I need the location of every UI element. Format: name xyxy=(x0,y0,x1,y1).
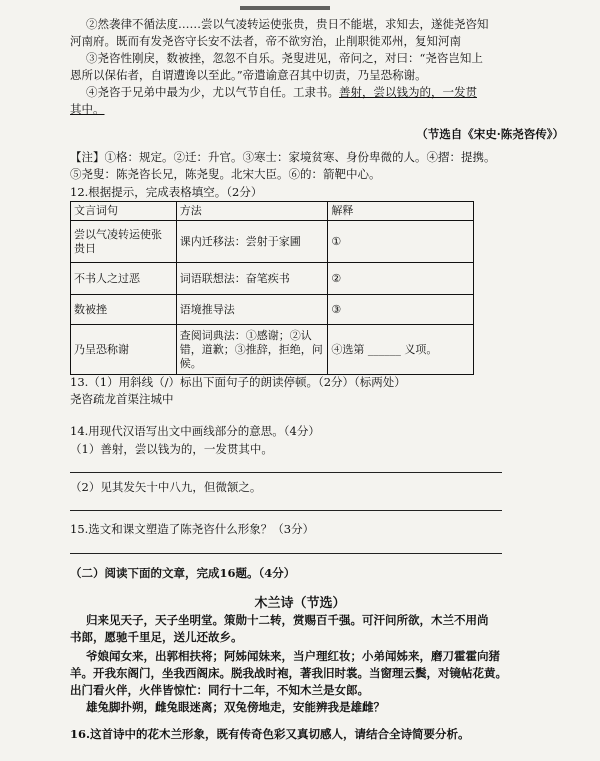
passage-p4-underlined-2: 其中。 xyxy=(70,102,105,116)
passage-p4-text: ④尧咨于兄弟中最为少，尤以气节自任。工隶书。 xyxy=(86,85,339,99)
q14-answer-line2[interactable] xyxy=(70,510,502,511)
passage-p3-line2: 恩所以保佑者，自谓遭谗以至此。”帝遣谕意召其中切责，乃呈恐称谢。 xyxy=(70,68,427,82)
poem-line: 雄兔脚扑朔，雌兔眼迷离；双兔傍地走，安能辨我是雄雌？ xyxy=(86,700,385,714)
q14-answer-line1[interactable] xyxy=(70,472,502,473)
q14-item1: （1）善射，尝以钱为的，一发贯其中。 xyxy=(70,442,273,456)
poem-title: 木兰诗（节选） xyxy=(254,596,346,611)
annotation-line2: ⑤尧叟：陈尧咨长兄，陈尧叟。北宋大臣。⑥的：箭靶中心。 xyxy=(70,167,381,181)
passage-p2-line2: 河南府。既而有发尧咨守长安不法者，帝不欲穷治，止削职徙邓州，复知河南 xyxy=(70,34,461,48)
annotation-line1: 【注】①格：规定。②迁：升官。③寒士：家境贫寒、身份卑微的人。④摺：提携。 xyxy=(70,150,496,164)
table-cell: 词语联想法：奋笔疾书 xyxy=(176,263,328,295)
passage-p3-line1: ③尧咨性刚戾，数被挫，忽忽不自乐。尧叟进见，帝问之，对曰：“尧咨岂知上 xyxy=(86,51,483,65)
passage-p2-line1: ②然袭律不循法度……尝以气凌转运使张贵，贵日不能堪，求知去，遂徙尧咨知 xyxy=(86,17,489,31)
passage-p4-line1 xyxy=(86,85,477,99)
q14-item2: （2）见其发矢十中八九，但微颔之。 xyxy=(70,480,262,494)
passage-source: （节选自《宋史·陈尧咨传》） xyxy=(416,127,564,141)
table-header: 文言词句 xyxy=(71,202,177,221)
table-cell: 课内迁移法：尝射于家圃 xyxy=(176,221,328,263)
poem-line: 羊。开我东阁门，坐我西阁床。脱我战时袍，著我旧时裳。当窗理云鬓，对镜帖花黄。 xyxy=(70,666,507,680)
table-cell: 查阅词典法：①感谢；②认错，道歉；③推辞，拒绝，问候。 xyxy=(176,325,328,375)
table-row xyxy=(71,221,474,263)
table-answer-cell[interactable]: ① xyxy=(328,221,474,263)
poem-line: 归来见天子，天子坐明堂。策勋十二转，赏赐百千强。可汗问所欲，木兰不用尚 xyxy=(86,613,489,627)
q12-stem: 12.根据提示，完成表格填空。（2分） xyxy=(70,185,263,199)
table-row xyxy=(71,325,474,375)
q15-answer-line[interactable] xyxy=(70,553,502,554)
table-header: 方法 xyxy=(176,202,328,221)
table-answer-cell[interactable]: ③ xyxy=(328,295,474,325)
table-cell: 数被挫 xyxy=(71,295,177,325)
table-row xyxy=(71,263,474,295)
poem-line: 爷娘闻女来，出郭相扶将；阿姊闻妹来，当户理红妆；小弟闻姊来，磨刀霍霍向猪 xyxy=(86,649,500,663)
q14-stem: 14.用现代汉语写出文中画线部分的意思。（4分） xyxy=(70,424,320,438)
table-row xyxy=(71,295,474,325)
table-cell: 语境推导法 xyxy=(176,295,328,325)
table-header-row xyxy=(71,202,474,221)
table-answer-cell[interactable]: ④选第 ______ 义项。 xyxy=(328,325,474,375)
q12-table xyxy=(70,201,474,375)
table-answer-cell[interactable]: ② xyxy=(328,263,474,295)
q16-stem: 16.这首诗中的花木兰形象，既有传奇色彩又真切感人，请结合全诗简要分析。 xyxy=(70,727,470,741)
section2-heading: （二）阅读下面的文章，完成16题。（4分） xyxy=(70,566,296,580)
table-header: 解释 xyxy=(328,202,474,221)
poem-line: 出门看火伴，火伴皆惊忙：同行十二年，不知木兰是女郎。 xyxy=(70,683,369,697)
table-cell: 尝以气凌转运使张贵日 xyxy=(71,221,177,263)
table-cell: 乃呈恐称谢 xyxy=(71,325,177,375)
scan-smudge xyxy=(240,6,330,10)
table-cell: 不书人之过恶 xyxy=(71,263,177,295)
q15-stem: 15.选文和课文塑造了陈尧咨什么形象？（3分） xyxy=(70,522,315,536)
q13-stem: 13.（1）用斜线（/）标出下面句子的朗读停顿。（2分）（标两处） xyxy=(70,375,406,389)
q13-sentence[interactable]: 尧咨疏龙首渠注城中 xyxy=(70,392,174,406)
passage-p4-underlined-1: 善射，尝以钱为的，一发贯 xyxy=(339,85,477,99)
poem-line: 书郎，愿驰千里足，送儿还故乡。 xyxy=(70,630,243,644)
